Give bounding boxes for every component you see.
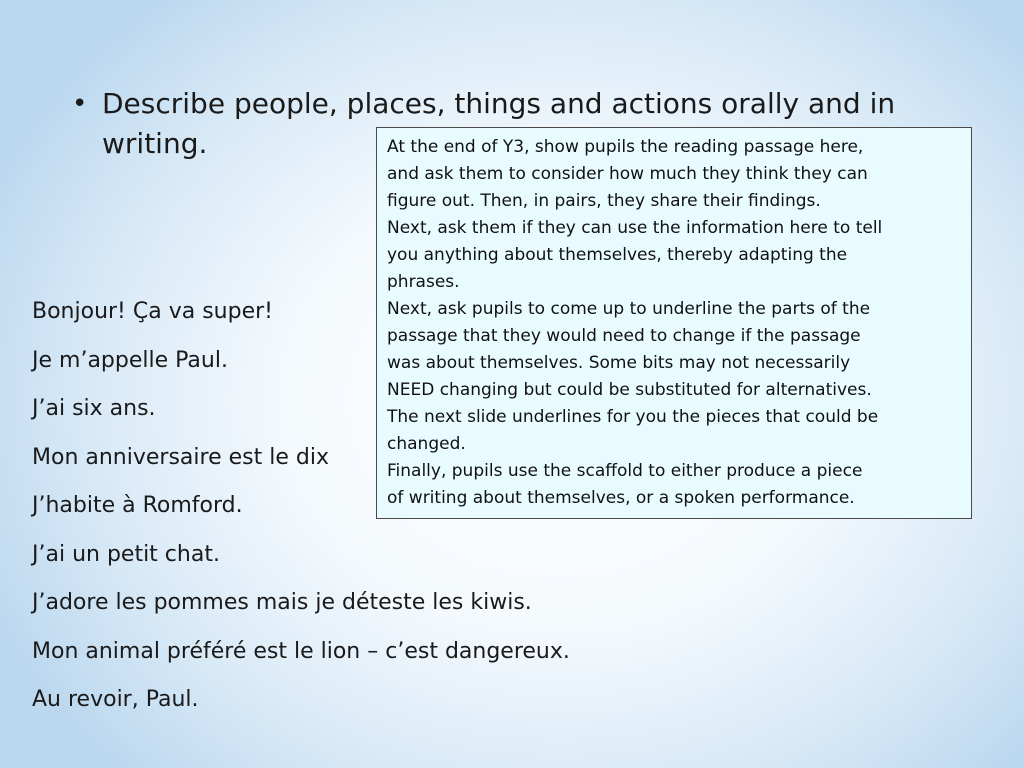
passage-line: J’ai six ans. (32, 396, 156, 421)
note-line: and ask them to consider how much they think they can (387, 164, 868, 184)
passage-line: Mon anniversaire est le dix (32, 444, 329, 470)
note-line: At the end of Y3, show pupils the reading passage here, (387, 137, 864, 157)
note-line: was about themselves. Some bits may not necessarily (387, 353, 851, 373)
passage-line: Je m’appelle Paul. (32, 347, 228, 373)
note-line: NEED changing but could be substituted for alternatives. (387, 380, 872, 400)
note-line: Finally, pupils use the scaffold to either produce a piece (387, 461, 863, 481)
note-line: of writing about themselves, or a spoken performance. (387, 488, 855, 508)
passage-line: J’adore les pommes mais je déteste les kiwis. (32, 590, 532, 615)
note-line: figure out. Then, in pairs, they share their findings. (387, 191, 821, 211)
note-line: changed. (387, 434, 466, 454)
note-line: passage that they would need to change if the passage (387, 326, 861, 346)
note-line: phrases. (387, 272, 460, 292)
passage-line: Bonjour! Ça va super! (32, 299, 273, 324)
note-line: Next, ask them if they can use the information here to tell (387, 218, 883, 238)
note-line: Next, ask pupils to come up to underline the parts of the (387, 299, 871, 319)
teacher-notes-box (376, 127, 972, 519)
bullet-marker: • (72, 89, 88, 119)
passage-line: J’ai un petit chat. (32, 541, 220, 567)
passage-line: Mon animal préféré est le lion – c’est dangereux. (32, 638, 570, 664)
note-line: you anything about themselves, thereby adapting the (387, 245, 848, 265)
objective-text: Describe people, places, things and actions orally and in writing. (102, 87, 896, 160)
passage-line: Au revoir, Paul. (32, 687, 199, 712)
passage-line: J’habite à Romford. (32, 493, 243, 518)
note-line: The next slide underlines for you the pieces that could be (387, 407, 879, 427)
